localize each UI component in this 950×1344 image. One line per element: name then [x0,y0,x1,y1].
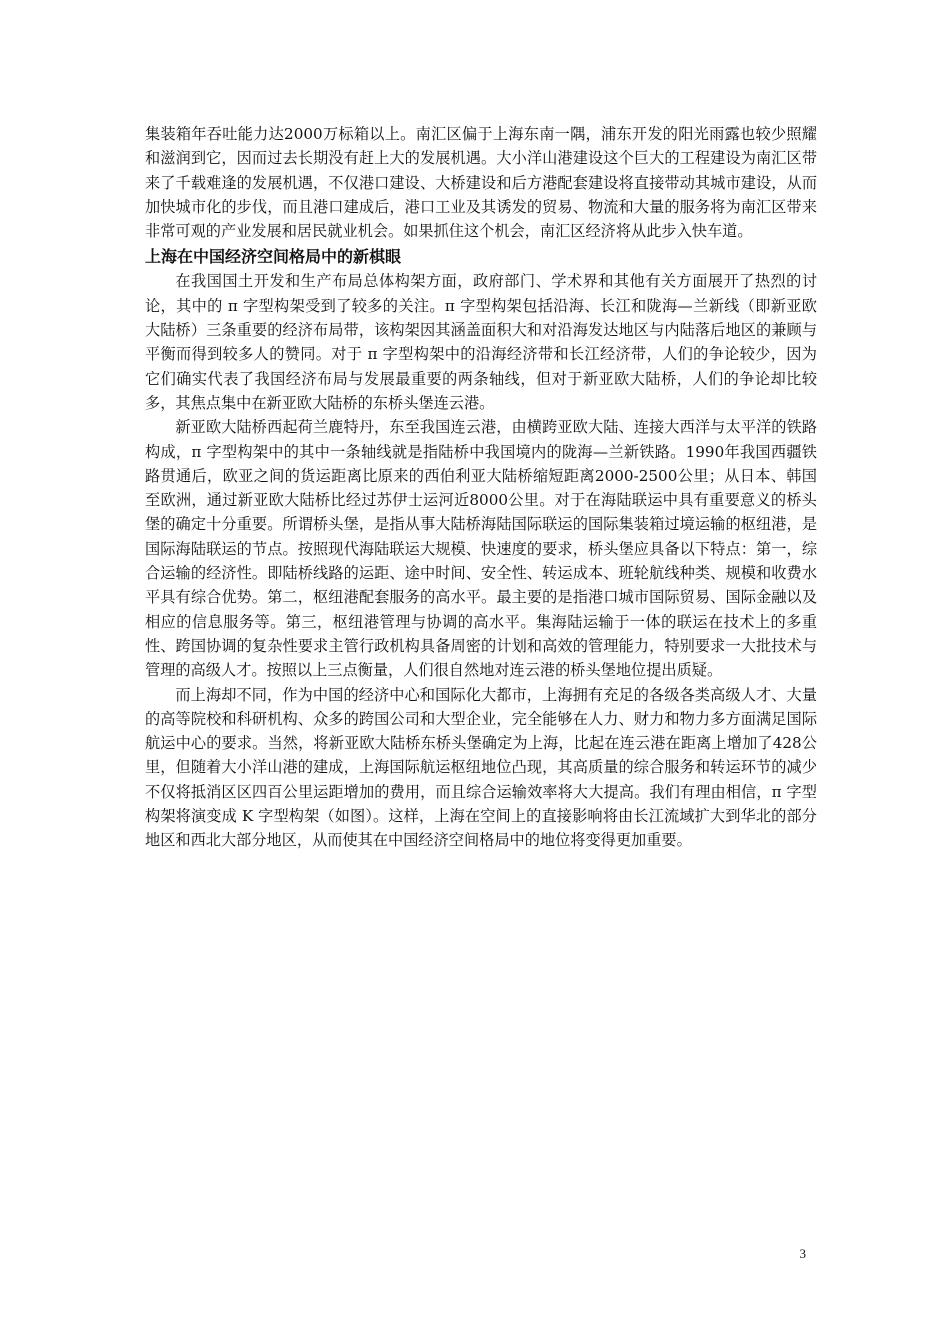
page-number: 3 [799,1246,806,1261]
paragraph-shanghai-advantage: 而上海却不同，作为中国的经济中心和国际化大都市，上海拥有充足的各级各类高级人才、大量的高等院校和科研机构、众多的跨国公司和大型企业，完全能够在人力、财力和物力多方面满足国际航运中心的要求。当然，将新亚欧大陆桥东桥头堡确定为上海，比起在连云港在距离上增加了428公里，但随着大小洋山港的建成，上海国际航运枢纽地位凸现，其高质量的综合服务和转运环节的减少不仅将抵消区区四百公里运距增加的费用，而且综合运输效率将大大提高。我们有理由相信，π 字型构架将演变成 K 字型构架（如图）。这样，上海在空间上的直接影响将由长江流域扩大到华北的部分地区和西北大部分地区，从而使其在中国经济空间格局中的地位将变得更加重要。 [145,685,817,850]
section-heading: 上海在中国经济空间格局中的新棋眼 [145,247,402,267]
paragraph-eurasian-land-bridge: 新亚欧大陆桥西起荷兰鹿特丹，东至我国连云港，由横跨亚欧大陆、连接大西洋与太平洋的铁路构成，π 字型构架中的其中一条轴线就是指陆桥中我国境内的陇海—兰新铁路。1990年我国西疆铁路贯通后，欧亚之间的货运距离比原来的西伯利亚大陆桥缩短距离2000-2500公里；从日本、韩国至欧洲，通过新亚欧大陆桥比经过苏伊士运河近8000公里。对于在海陆联运中具有重要意义的桥头堡的确定十分重要。所谓桥头堡，是指从事大陆桥海陆国际联运的国际集装箱过境运输的枢纽港，是国际海陆联运的节点。按照现代海陆联运大规模、快速度的要求，桥头堡应具备以下特点：第一，综合运输的经济性。即陆桥线路的运距、途中时间、安全性、转运成本、班轮航线种类、规模和收费水平具有综合优势。第二，枢纽港配套服务的高水平。最主要的是指港口城市国际贸易、国际金融以及相应的信息服务等。第三，枢纽港管理与协调的高水平。集海陆运输于一体的联运在技术上的多重性、跨国协调的复杂性要求主管行政机构具备周密的计划和高效的管理能力，特别要求一大批技术与管理的高级人才。按照以上三点衡量，人们很自然地对连云港的桥头堡地位提出质疑。 [145,418,817,680]
document-body [145,122,817,853]
paragraph-pi-framework: 在我国国土开发和生产布局总体构架方面，政府部门、学术界和其他有关方面展开了热烈的讨论，其中的 π 字型构架受到了较多的关注。π 字型构架包括沿海、长江和陇海—兰新线（即新亚欧大陆桥）三条重要的经济布局带，该构架因其涵盖面积大和对沿海发达地区与内陆落后地区的兼顾与平衡而得到较多人的赞同。对于 π 字型构架中的沿海经济带和长江经济带，人们的争论较少，因为它们确实代表了我国经济布局与发展最重要的两条轴线，但对于新亚欧大陆桥，人们的争论却比较多，其焦点集中在新亚欧大陆桥的东桥头堡连云港。 [145,272,817,412]
paragraph-nanhui-development: 集装箱年吞吐能力达2000万标箱以上。南汇区偏于上海东南一隅，浦东开发的阳光雨露也较少照耀和滋润到它，因而过去长期没有赶上大的发展机遇。大小洋山港建设这个巨大的工程建设为南汇区带来了千载难逢的发展机遇，不仅港口建设、大桥建设和后方港配套建设将直接带动其城市建设，从而加快城市化的步伐，而且港口建成后，港口工业及其诱发的贸易、物流和大量的服务将为南汇区带来非常可观的产业发展和居民就业机会。如果抓住这个机会，南汇区经济将从此步入快车道。 [145,125,817,241]
